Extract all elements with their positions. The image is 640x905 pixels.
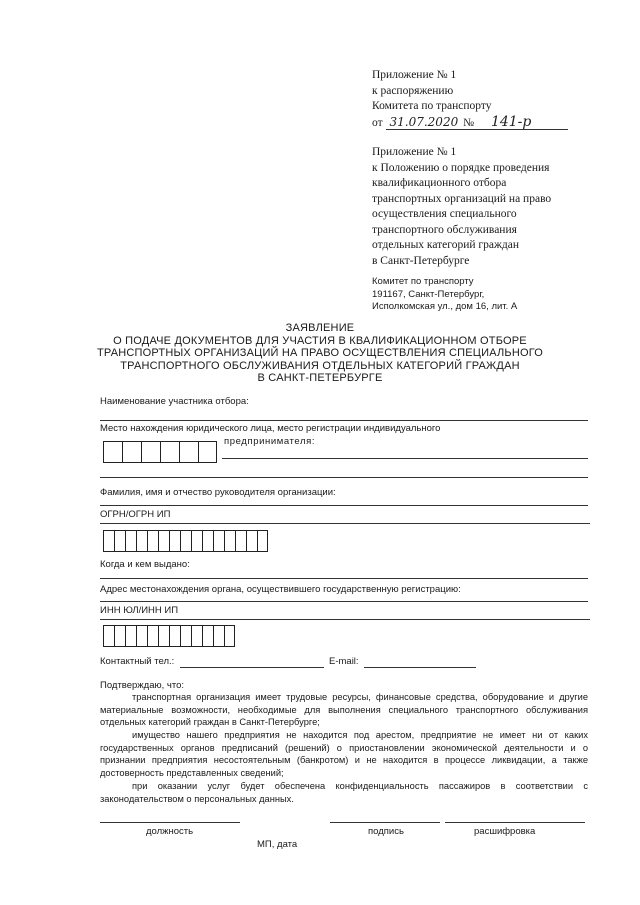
appendix-1-block — [372, 68, 531, 131]
code-cell[interactable] — [103, 441, 122, 463]
appendix-2-line6: транспортного обслуживания — [372, 223, 517, 236]
issued-label: Когда и кем выдано: — [100, 559, 190, 570]
inn-cell[interactable] — [169, 625, 180, 647]
ogrn-cell[interactable] — [257, 530, 268, 552]
signature-line[interactable] — [330, 822, 440, 823]
date-underline — [386, 129, 568, 130]
ogrn-cell[interactable] — [169, 530, 180, 552]
appendix-2-line4: транспортных организаций на право — [372, 192, 552, 205]
inn-cell[interactable] — [136, 625, 147, 647]
confirm-paragraph-1: транспортная организация имеет трудовые ресурсы, финансовые средства, оборудование и другие материальные возможности, необходимые для выполнения специального транспортного обслуживания отдельных категорий граждан в Санкт-Петербурге; — [100, 692, 588, 727]
signature-caption: подпись — [368, 826, 404, 837]
inn-cell[interactable] — [202, 625, 213, 647]
decode-line[interactable] — [445, 822, 585, 823]
position-caption: должность — [146, 826, 194, 837]
ogrn-label: ОГРН/ОГРН ИП — [100, 509, 171, 520]
location-code-boxes[interactable] — [103, 441, 217, 463]
reg-address-label: Адрес местонахождения органа, осуществившего государственную регистрацию: — [100, 584, 461, 595]
ogrn-cell[interactable] — [224, 530, 235, 552]
ogrn-cell[interactable] — [125, 530, 136, 552]
appendix-1-line2: к распоряжению — [372, 84, 454, 97]
phone-label: Контактный тел.: — [100, 656, 175, 667]
location-label-cont: предпринимателя: — [224, 436, 316, 447]
stamp-caption: МП, дата — [257, 839, 298, 850]
ogrn-cell[interactable] — [202, 530, 213, 552]
inn-cell[interactable] — [125, 625, 136, 647]
confirm-paragraph-2: имущество нашего предприятия не находится под арестом, предприятие не имеет ни от каких государственных органов предписаний (решений) о приостановлении экономической деятельности и о признании предприятия несостоятельным (банкротом) и не находится в процессе ликвидации, а также достоверность представленных сведений; — [100, 730, 588, 778]
title-line5: В САНКТ-ПЕТЕРБУРГЕ — [257, 372, 383, 384]
ogrn-boxes[interactable] — [103, 530, 268, 552]
title-line3: ТРАНСПОРТНЫХ ОРГАНИЗАЦИЙ НА ПРАВО ОСУЩЕСТВЛЕНИЯ СПЕЦИАЛЬНОГО — [96, 347, 544, 359]
appendix-1-title: Приложение № 1 — [372, 69, 457, 81]
appendix-2-line8: в Санкт-Петербурге — [372, 254, 470, 267]
inn-cell[interactable] — [224, 625, 235, 647]
addressee-line3: Исполкомская ул., дом 16, лит. А — [372, 301, 518, 312]
appendix-2-block — [372, 145, 551, 269]
document-title — [60, 322, 580, 385]
handwritten-date: 31.07.2020 — [389, 114, 459, 129]
participant-label: Наименование участника отбора: — [100, 396, 249, 407]
code-cell[interactable] — [160, 441, 179, 463]
number-sign: № — [463, 116, 475, 129]
decode-caption: расшифровка — [474, 826, 536, 837]
location-field-1[interactable] — [222, 458, 588, 459]
confirm-paragraph-3: при оказании услуг будет обеспечена конфиденциальность пассажиров в соответствии с законодательством о персональных данных. — [100, 781, 588, 804]
title-line1: ЗАЯВЛЕНИЕ — [285, 322, 355, 334]
inn-cell[interactable] — [103, 625, 114, 647]
appendix-2-line7: отдельных категорий граждан — [372, 239, 520, 251]
title-line2: О ПОДАЧЕ ДОКУМЕНТОВ ДЛЯ УЧАСТИЯ В КВАЛИФИКАЦИОННОМ ОТБОРЕ — [113, 334, 527, 347]
ogrn-field-line — [100, 523, 590, 524]
appendix-1-date-line — [372, 115, 531, 132]
email-field[interactable] — [364, 667, 476, 668]
inn-cell[interactable] — [114, 625, 125, 647]
ogrn-cell[interactable] — [114, 530, 125, 552]
inn-cell[interactable] — [147, 625, 158, 647]
inn-field-line — [100, 619, 590, 620]
from-label: от — [372, 116, 383, 129]
ogrn-cell[interactable] — [158, 530, 169, 552]
inn-cell[interactable] — [158, 625, 169, 647]
director-field[interactable] — [100, 505, 588, 506]
reg-address-field[interactable] — [100, 601, 588, 602]
addressee-line1: Комитет по транспорту — [372, 276, 474, 287]
handwritten-number: 141-р — [490, 113, 532, 130]
code-cell[interactable] — [198, 441, 217, 463]
email-label: E-mail: — [329, 656, 359, 667]
appendix-1-line3: Комитета по транспорту — [372, 100, 492, 112]
addressee-block — [372, 276, 517, 314]
inn-cell[interactable] — [180, 625, 191, 647]
ogrn-cell[interactable] — [103, 530, 114, 552]
inn-cell[interactable] — [191, 625, 202, 647]
code-cell[interactable] — [141, 441, 160, 463]
inn-cell[interactable] — [213, 625, 224, 647]
ogrn-cell[interactable] — [191, 530, 202, 552]
ogrn-cell[interactable] — [180, 530, 191, 552]
position-line[interactable] — [100, 822, 240, 823]
appendix-2-line5: осуществления специального — [372, 208, 517, 220]
appendix-2-title: Приложение № 1 — [372, 146, 457, 158]
ogrn-cell[interactable] — [213, 530, 224, 552]
phone-field[interactable] — [180, 667, 324, 668]
confirm-heading: Подтверждаю, что: — [100, 680, 185, 691]
inn-boxes[interactable] — [103, 625, 235, 647]
location-label: Место нахождения юридического лица, место регистрации индивидуального — [100, 423, 441, 434]
code-cell[interactable] — [179, 441, 198, 463]
ogrn-cell[interactable] — [246, 530, 257, 552]
ogrn-cell[interactable] — [235, 530, 246, 552]
ogrn-cell[interactable] — [136, 530, 147, 552]
code-cell[interactable] — [122, 441, 141, 463]
director-label: Фамилия, имя и отчество руководителя организации: — [100, 487, 336, 498]
issued-field[interactable] — [100, 578, 588, 579]
addressee-line2: 191167, Санкт-Петербург, — [372, 288, 485, 300]
ogrn-cell[interactable] — [147, 530, 158, 552]
appendix-2-line3: квалификационного отбора — [372, 177, 507, 189]
participant-field[interactable] — [100, 420, 588, 421]
appendix-2-line2: к Положению о порядке проведения — [372, 161, 550, 174]
title-line4: ТРАНСПОРТНОГО ОБСЛУЖИВАНИЯ ОТДЕЛЬНЫХ КАТЕГОРИЙ ГРАЖДАН — [120, 359, 520, 372]
inn-label: ИНН ЮЛ/ИНН ИП — [100, 605, 179, 616]
location-field-2[interactable] — [100, 477, 588, 478]
